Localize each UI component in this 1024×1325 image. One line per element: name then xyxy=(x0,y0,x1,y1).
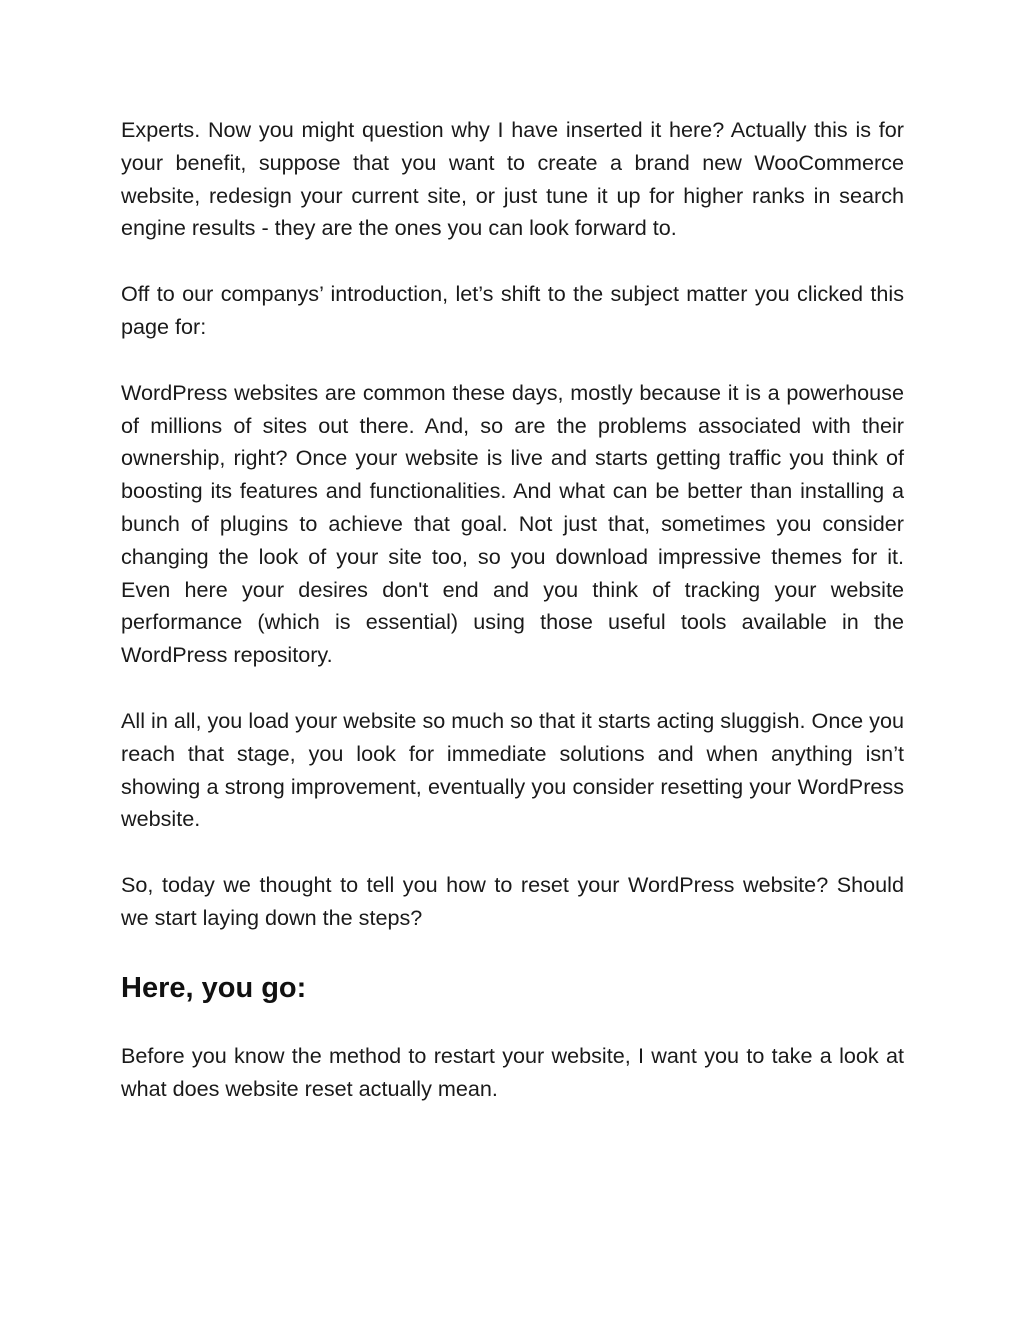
paragraph-wordpress-websites: WordPress websites are common these days, mostly because it is a powerhouse of millions of sites out there. And, so are the problems associated with their ownership, right? Once your website is live and starts getting traffic you think of boosting its features and functionalities. And what can be better than installing a bunch of plugins to achieve that goal. Not just that, sometimes you consider changing the look of your site too, so you download impressive themes for it. Even here your desires don't end and you think of tracking your website performance (which is essential) using those useful tools available in the WordPress repository. xyxy=(121,379,904,668)
section-heading: Here, you go: xyxy=(121,971,307,1004)
paragraph-all-in-all: All in all, you load your website so much so that it starts acting sluggish. Once you reach that stage, you look for immediate solutions and when anything isn’t showing a strong improvement, eventually you consider resetting your WordPress website. xyxy=(121,707,904,832)
paragraph-experts: Experts. Now you might question why I have inserted it here? Actually this is for your benefit, suppose that you want to create a brand new WooCommerce website, redesign your current site, or just tune it up for higher ranks in search engine results - they are the ones you can look forward to. xyxy=(121,117,904,241)
paragraph-company-intro: Off to our companys’ introduction, let’s shift to the subject matter you clicked this page for: xyxy=(121,281,904,339)
paragraph-so-today: So, today we thought to tell you how to reset your WordPress website? Should we start laying down the steps? xyxy=(121,872,904,930)
paragraph-before-you-know: Before you know the method to restart your website, I want you to take a look at what does website reset actually mean. xyxy=(121,1042,904,1101)
document-body xyxy=(121,114,904,1138)
